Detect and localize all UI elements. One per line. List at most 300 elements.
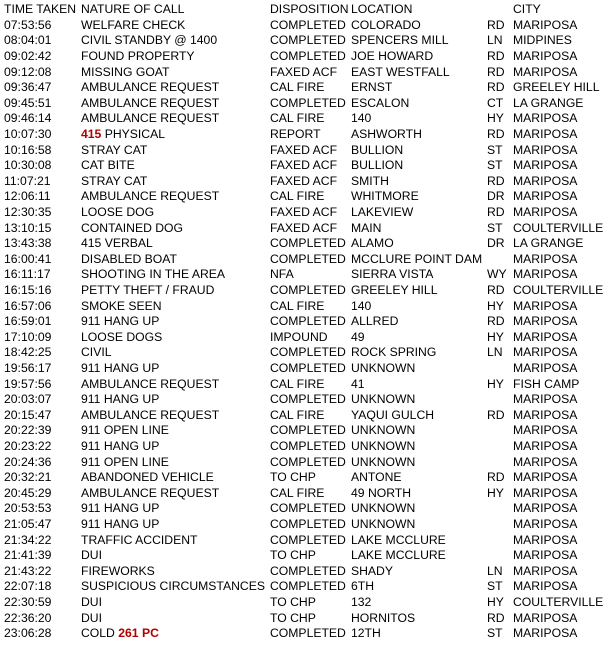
nature-cell	[81, 143, 147, 159]
city-cell: MARIPOSA	[513, 142, 578, 157]
city-cell: MARIPOSA	[513, 205, 578, 219]
table-row	[0, 111, 614, 127]
street-suffix-cell: RD	[487, 49, 505, 63]
location-cell: UNKNOWN	[351, 439, 416, 453]
disposition-cell: COMPLETED	[270, 236, 346, 251]
street-suffix-cell: RD	[487, 127, 505, 141]
disposition-cell: COMPLETED	[270, 95, 346, 110]
location-cell: YAQUI GULCH	[351, 407, 435, 422]
disposition-cell: IMPOUND	[270, 329, 328, 344]
city-cell: MARIPOSA	[513, 439, 578, 453]
table-row	[0, 455, 614, 471]
city-cell: MARIPOSA	[513, 298, 578, 313]
table-row	[0, 517, 614, 533]
city-cell: MARIPOSA	[513, 49, 578, 63]
disposition-cell: FAXED ACF	[270, 158, 338, 173]
table-row	[0, 221, 614, 237]
location-cell: ASHWORTH	[351, 127, 422, 141]
location-cell: ANTONE	[351, 470, 402, 485]
disposition-cell: COMPLETED	[270, 251, 346, 266]
time-cell: 12:06:11	[4, 189, 51, 204]
table-row	[0, 345, 614, 361]
location-cell: UNKNOWN	[351, 392, 416, 407]
city-cell: MARIPOSA	[513, 563, 578, 578]
city-cell: MARIPOSA	[513, 407, 578, 422]
nature-text: COLD	[81, 626, 119, 641]
location-cell: LAKE MCCLURE	[351, 548, 446, 563]
time-cell: 21:43:22	[4, 563, 52, 578]
nature-cell	[81, 595, 102, 611]
disposition-cell: COMPLETED	[270, 532, 346, 547]
time-cell: 19:56:17	[4, 361, 52, 375]
city-cell: MARIPOSA	[513, 267, 578, 282]
nature-text: FOUND PROPERTY	[81, 49, 195, 63]
location-cell: SIERRA VISTA	[351, 267, 434, 282]
nature-cell	[81, 564, 155, 580]
table-row	[0, 595, 614, 611]
table-row	[0, 377, 614, 393]
time-cell: 20:32:21	[4, 470, 52, 485]
location-cell: 132	[351, 595, 372, 609]
time-cell: 21:05:47	[4, 517, 52, 531]
table-row	[0, 80, 614, 96]
nature-text: ABANDONED VEHICLE	[81, 470, 214, 485]
nature-cell	[81, 486, 219, 502]
table-row	[0, 361, 614, 377]
table-row	[0, 283, 614, 299]
location-cell: 49	[351, 329, 365, 344]
street-suffix-cell: WY	[487, 267, 507, 282]
nature-text: AMBULANCE REQUEST	[81, 407, 220, 422]
time-cell: 20:45:29	[4, 485, 52, 500]
nature-cell	[81, 49, 195, 65]
location-cell: ALLRED	[351, 314, 399, 329]
nature-cell	[81, 236, 153, 252]
street-suffix-cell: HY	[487, 298, 504, 313]
location-cell: JOE HOWARD	[351, 49, 434, 63]
disposition-cell: COMPLETED	[270, 33, 346, 48]
city-cell: MARIPOSA	[513, 189, 578, 204]
location-cell: 12TH	[351, 626, 381, 641]
nature-highlight: 415	[81, 127, 102, 141]
city-cell: MARIPOSA	[513, 64, 578, 79]
table-row	[0, 579, 614, 595]
nature-cell	[81, 330, 162, 346]
nature-text: SUSPICIOUS CIRCUMSTANCES	[81, 579, 265, 594]
nature-cell	[81, 283, 214, 299]
nature-text: AMBULANCE REQUEST	[81, 485, 220, 500]
disposition-cell: TO CHP	[270, 595, 316, 609]
table-row	[0, 174, 614, 190]
table-row	[0, 267, 614, 283]
table-row	[0, 611, 614, 627]
table-row	[0, 65, 614, 81]
disposition-cell: REPORT	[270, 127, 321, 141]
time-cell: 22:07:18	[4, 579, 52, 594]
table-row	[0, 408, 614, 424]
location-cell: UNKNOWN	[351, 501, 416, 516]
table-row	[0, 486, 614, 502]
time-cell: 19:57:56	[4, 376, 52, 391]
time-cell: 09:02:42	[4, 49, 52, 63]
time-cell: 13:10:15	[4, 220, 52, 235]
city-cell: MARIPOSA	[513, 579, 578, 594]
disposition-cell: COMPLETED	[270, 423, 346, 438]
nature-cell	[81, 611, 102, 627]
time-cell: 22:36:20	[4, 610, 52, 625]
nature-cell	[81, 111, 219, 127]
nature-cell	[81, 96, 219, 112]
nature-cell	[81, 314, 159, 330]
street-suffix-cell: ST	[487, 579, 503, 594]
disposition-cell: CAL FIRE	[270, 407, 325, 422]
nature-cell	[81, 392, 159, 408]
nature-text: FIREWORKS	[81, 563, 155, 578]
header-disposition: DISPOSITION	[270, 2, 349, 16]
nature-text: AMBULANCE REQUEST	[81, 80, 220, 95]
location-cell: LAKE MCCLURE	[351, 532, 446, 547]
disposition-cell: COMPLETED	[270, 314, 346, 329]
time-cell: 09:46:14	[4, 111, 52, 126]
nature-cell	[81, 423, 169, 439]
disposition-cell: FAXED ACF	[270, 205, 338, 219]
disposition-cell: COMPLETED	[270, 283, 346, 297]
nature-cell	[81, 252, 177, 268]
time-cell: 16:11:17	[4, 267, 51, 282]
city-cell: GREELEY HILL	[513, 80, 600, 95]
street-suffix-cell: LN	[487, 33, 503, 48]
nature-cell	[81, 33, 217, 49]
street-suffix-cell: RD	[487, 314, 505, 329]
nature-text: CONTAINED DOG	[81, 220, 184, 235]
disposition-cell: CAL FIRE	[270, 80, 325, 95]
table-row	[0, 49, 614, 65]
nature-text: PHYSICAL	[101, 127, 166, 141]
time-cell: 10:16:58	[4, 142, 52, 157]
table-row	[0, 252, 614, 268]
nature-cell	[81, 158, 135, 174]
city-cell: MARIPOSA	[513, 361, 578, 375]
location-cell: HORNITOS	[351, 610, 416, 625]
city-cell: MARIPOSA	[513, 548, 578, 563]
time-cell: 10:30:08	[4, 158, 52, 173]
time-cell: 09:45:51	[4, 95, 52, 110]
table-row	[0, 501, 614, 517]
city-cell: MARIPOSA	[513, 454, 578, 469]
table-row	[0, 236, 614, 252]
nature-cell	[81, 345, 111, 361]
nature-text: TRAFFIC ACCIDENT	[81, 532, 198, 547]
nature-cell	[81, 470, 214, 486]
time-cell: 07:53:56	[4, 17, 52, 32]
city-cell: MARIPOSA	[513, 251, 578, 266]
nature-text: 415 VERBAL	[81, 236, 153, 251]
location-cell: EAST WESTFALL	[351, 64, 450, 79]
street-suffix-cell: RD	[487, 283, 505, 297]
nature-text: LOOSE DOGS	[81, 329, 163, 344]
disposition-cell: COMPLETED	[270, 392, 346, 407]
nature-text: DUI	[81, 610, 102, 625]
nature-text: 911 HANG UP	[81, 517, 160, 531]
disposition-cell: COMPLETED	[270, 454, 346, 469]
time-cell: 21:34:22	[4, 532, 52, 547]
table-row	[0, 158, 614, 174]
header-city: CITY	[513, 2, 541, 16]
time-cell: 22:30:59	[4, 595, 52, 609]
header-time: TIME TAKEN	[4, 2, 77, 16]
location-cell: ERNST	[351, 80, 393, 95]
nature-cell	[81, 65, 169, 81]
street-suffix-cell: LN	[487, 563, 503, 578]
time-cell: 20:22:39	[4, 423, 52, 438]
table-row	[0, 392, 614, 408]
street-suffix-cell: LN	[487, 345, 503, 360]
location-cell: ALAMO	[351, 236, 394, 251]
location-cell: 6TH	[351, 579, 375, 594]
street-suffix-cell: HY	[487, 376, 504, 391]
time-cell: 18:42:25	[4, 345, 52, 360]
city-cell: LA GRANGE	[513, 95, 584, 110]
time-cell: 12:30:35	[4, 205, 52, 219]
city-cell: MARIPOSA	[513, 501, 578, 516]
nature-text: 911 HANG UP	[81, 361, 160, 375]
disposition-cell: CAL FIRE	[270, 376, 325, 391]
nature-cell	[81, 548, 102, 564]
time-cell: 09:12:08	[4, 64, 52, 79]
time-cell: 20:15:47	[4, 407, 52, 422]
city-cell: FISH CAMP	[513, 376, 580, 391]
time-cell: 08:04:01	[4, 33, 52, 48]
disposition-cell: COMPLETED	[270, 579, 346, 594]
nature-cell	[81, 80, 219, 96]
location-cell: UNKNOWN	[351, 361, 416, 375]
header-row	[0, 2, 614, 18]
disposition-cell: FAXED ACF	[270, 220, 338, 235]
nature-highlight: 261 PC	[118, 626, 159, 641]
disposition-cell: CAL FIRE	[270, 189, 325, 204]
city-cell: MARIPOSA	[513, 532, 578, 547]
location-cell: WHITMORE	[351, 189, 419, 204]
disposition-cell: COMPLETED	[270, 626, 346, 641]
location-cell: 140	[351, 111, 372, 126]
city-cell: MARIPOSA	[513, 626, 578, 641]
nature-text: 911 HANG UP	[81, 314, 160, 329]
disposition-cell: COMPLETED	[270, 345, 346, 360]
nature-cell	[81, 127, 165, 143]
location-cell: ESCALON	[351, 95, 410, 110]
nature-text: AMBULANCE REQUEST	[81, 111, 220, 126]
table-row	[0, 18, 614, 34]
disposition-cell: COMPLETED	[270, 563, 346, 578]
street-suffix-cell: HY	[487, 111, 504, 126]
time-cell: 20:53:53	[4, 501, 52, 516]
street-suffix-cell: ST	[487, 220, 503, 235]
location-cell: SPENCERS MILL	[351, 33, 449, 48]
nature-cell	[81, 501, 159, 517]
street-suffix-cell: RD	[487, 80, 505, 95]
nature-text: LOOSE DOG	[81, 205, 155, 219]
time-cell: 09:36:47	[4, 80, 52, 95]
time-cell: 16:59:01	[4, 314, 52, 329]
location-cell: UNKNOWN	[351, 423, 416, 438]
disposition-cell: TO CHP	[270, 548, 316, 563]
street-suffix-cell: ST	[487, 142, 503, 157]
nature-text: AMBULANCE REQUEST	[81, 189, 220, 204]
table-row	[0, 205, 614, 221]
time-cell: 20:03:07	[4, 392, 52, 407]
table-row	[0, 143, 614, 159]
nature-cell	[81, 455, 169, 471]
disposition-cell: COMPLETED	[270, 517, 346, 531]
city-cell: MARIPOSA	[513, 17, 578, 32]
nature-cell	[81, 408, 219, 424]
nature-text: STRAY CAT	[81, 173, 148, 188]
nature-cell	[81, 18, 185, 34]
nature-cell	[81, 299, 162, 315]
time-cell: 16:00:41	[4, 251, 52, 266]
table-row	[0, 96, 614, 112]
location-cell: UNKNOWN	[351, 454, 416, 469]
nature-text: MISSING GOAT	[81, 64, 170, 79]
nature-text: CIVIL STANDBY @ 1400	[81, 33, 218, 48]
nature-text: 911 HANG UP	[81, 439, 160, 453]
nature-text: 911 HANG UP	[81, 501, 160, 516]
location-cell: MAIN	[351, 220, 382, 235]
nature-cell	[81, 205, 154, 221]
city-cell: MARIPOSA	[513, 423, 578, 438]
city-cell: MARIPOSA	[513, 610, 578, 625]
location-cell: 49 NORTH	[351, 485, 412, 500]
street-suffix-cell: HY	[487, 485, 504, 500]
disposition-cell: CAL FIRE	[270, 298, 325, 313]
location-cell: 41	[351, 376, 365, 391]
table-row	[0, 330, 614, 346]
city-cell: COULTERVILLE	[513, 220, 604, 235]
nature-text: AMBULANCE REQUEST	[81, 376, 220, 391]
location-cell: COLORADO	[351, 17, 421, 32]
city-cell: MARIPOSA	[513, 111, 578, 126]
street-suffix-cell: RD	[487, 610, 505, 625]
table-row	[0, 626, 614, 642]
nature-cell	[81, 174, 147, 190]
table-row	[0, 548, 614, 564]
city-cell: MARIPOSA	[513, 470, 578, 485]
disposition-cell: TO CHP	[270, 610, 316, 625]
city-cell: MARIPOSA	[513, 158, 578, 173]
table-row	[0, 439, 614, 455]
nature-text: DUI	[81, 595, 102, 609]
street-suffix-cell: DR	[487, 236, 505, 251]
disposition-cell: NFA	[270, 267, 294, 282]
time-cell: 11:07:21	[4, 173, 51, 188]
street-suffix-cell: CT	[487, 95, 504, 110]
city-cell: MARIPOSA	[513, 345, 578, 360]
nature-text: DUI	[81, 548, 102, 563]
nature-cell	[81, 626, 159, 642]
street-suffix-cell: RD	[487, 205, 505, 219]
location-cell: MCCLURE POINT DAM	[351, 251, 483, 266]
street-suffix-cell: HY	[487, 329, 504, 344]
time-cell: 17:10:09	[4, 329, 52, 344]
location-cell: BULLION	[351, 158, 404, 173]
nature-cell	[81, 361, 159, 377]
disposition-cell: CAL FIRE	[270, 111, 325, 126]
city-cell: COULTERVILLE	[513, 595, 604, 609]
location-cell: ROCK SPRING	[351, 345, 437, 360]
city-cell: MARIPOSA	[513, 485, 578, 500]
disposition-cell: CAL FIRE	[270, 485, 325, 500]
time-cell: 10:07:30	[4, 127, 52, 141]
location-cell: UNKNOWN	[351, 517, 416, 531]
street-suffix-cell: RD	[487, 407, 505, 422]
disposition-cell: TO CHP	[270, 470, 316, 485]
header-nature: NATURE OF CALL	[81, 2, 185, 16]
street-suffix-cell: RD	[487, 17, 505, 32]
disposition-cell: COMPLETED	[270, 17, 346, 32]
header-location: LOCATION	[351, 2, 413, 16]
time-cell: 13:43:38	[4, 236, 52, 251]
location-cell: LAKEVIEW	[351, 205, 414, 219]
nature-text: CAT BITE	[81, 158, 135, 173]
city-cell: MIDPINES	[513, 33, 572, 48]
table-row	[0, 533, 614, 549]
nature-text: PETTY THEFT / FRAUD	[81, 283, 215, 297]
city-cell: LA GRANGE	[513, 236, 584, 251]
disposition-cell: FAXED ACF	[270, 64, 338, 79]
table-row	[0, 299, 614, 315]
disposition-cell: COMPLETED	[270, 361, 346, 375]
nature-cell	[81, 267, 225, 283]
street-suffix-cell: RD	[487, 173, 505, 188]
disposition-cell: COMPLETED	[270, 439, 346, 453]
table-row	[0, 423, 614, 439]
table-row	[0, 470, 614, 486]
city-cell: MARIPOSA	[513, 314, 578, 329]
disposition-cell: FAXED ACF	[270, 173, 338, 188]
nature-cell	[81, 221, 183, 237]
nature-text: 911 HANG UP	[81, 392, 160, 407]
nature-cell	[81, 377, 219, 393]
disposition-cell: FAXED ACF	[270, 142, 338, 157]
city-cell: MARIPOSA	[513, 173, 578, 188]
table-row	[0, 314, 614, 330]
time-cell: 16:15:16	[4, 283, 52, 297]
city-cell: MARIPOSA	[513, 329, 578, 344]
nature-cell	[81, 533, 197, 549]
nature-cell	[81, 189, 219, 205]
street-suffix-cell: RD	[487, 64, 505, 79]
nature-text: AMBULANCE REQUEST	[81, 95, 220, 110]
time-cell: 20:23:22	[4, 439, 52, 453]
street-suffix-cell: HY	[487, 595, 504, 609]
location-cell: SHADY	[351, 563, 393, 578]
city-cell: MARIPOSA	[513, 517, 578, 531]
street-suffix-cell: ST	[487, 626, 503, 641]
time-cell: 23:06:28	[4, 626, 52, 641]
location-cell: GREELEY HILL	[351, 283, 438, 297]
nature-text: SHOOTING IN THE AREA	[81, 267, 226, 282]
table-row	[0, 189, 614, 205]
street-suffix-cell: DR	[487, 189, 505, 204]
nature-cell	[81, 579, 265, 595]
nature-text: CIVIL	[81, 345, 112, 360]
nature-text: 911 OPEN LINE	[81, 454, 169, 469]
time-cell: 20:24:36	[4, 454, 52, 469]
location-cell: 140	[351, 298, 372, 313]
nature-cell	[81, 517, 159, 533]
time-cell: 21:41:39	[4, 548, 52, 563]
nature-text: DISABLED BOAT	[81, 251, 177, 266]
